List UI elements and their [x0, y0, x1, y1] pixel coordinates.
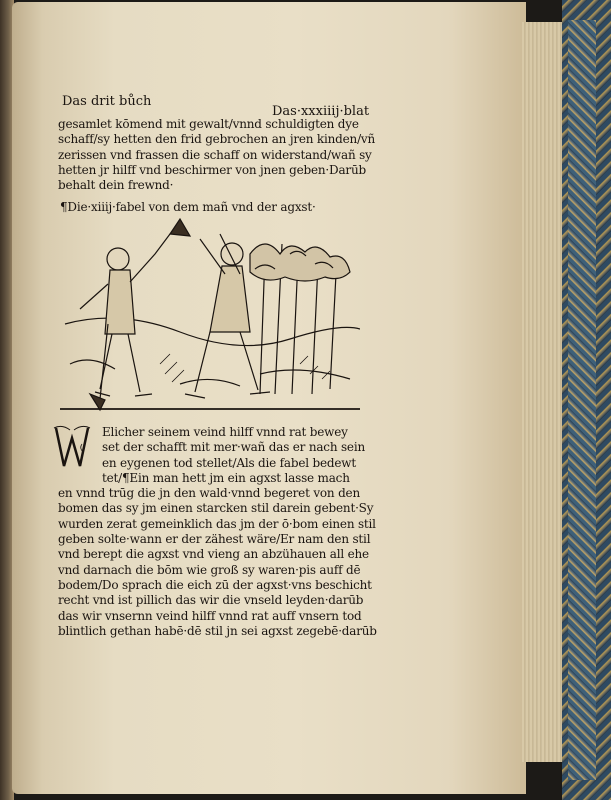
- marbled-cover-inner: [568, 20, 596, 780]
- text-line: Elicher seinem veind hilff vnnd rat bewey: [102, 425, 348, 439]
- text-line: set der schafft mit mer·wañ das er nach sein: [102, 440, 365, 455]
- paragraph-top: [58, 117, 388, 193]
- running-head: Das drit bůch: [62, 94, 152, 109]
- text-line: tet/¶Ein man hett jm ein agxst lasse mach: [102, 470, 350, 485]
- text-line: hetten jr hilff vnd beschirmer von jnen geben·Darūb: [58, 162, 366, 177]
- text-line: schaff/sy hetten den frid gebrochen an jren kinden/vñ: [58, 132, 376, 147]
- text-line: vnd berept die agxst vnd vieng an abzühauen all ehe: [58, 547, 369, 562]
- text-line: recht vnd ist pillich das wir die vnseld leyden·darūb: [58, 593, 364, 608]
- text-line: das wir vnsernn veind hilff vnnd rat auff vnsern tod: [58, 608, 362, 623]
- woodcut-illustration: [60, 214, 360, 414]
- fable-title: ¶Die·xiiij·fabel von dem mañ vnd der agxst·: [60, 200, 316, 214]
- text-line: geben solte·wann er der zähest wäre/Er nam den stil: [58, 532, 371, 547]
- text-line: bodem/Do sprach die eich zū der agxst·vns beschicht: [58, 577, 372, 592]
- folio-number: Das·xxxiiij·blat: [272, 104, 370, 119]
- paragraph-main: [58, 425, 388, 639]
- text-line: behalt dein frewnd·: [58, 178, 174, 193]
- text-line: gesamlet kōmend mit gewalt/vnnd schuldigten dye: [58, 117, 359, 131]
- text-line: blintlich gethan habē·dē stil jn sei agxst zegebē·darūb: [58, 623, 377, 638]
- text-line: en vnnd trūg die jn den wald·vnnd begeret von den: [58, 486, 360, 501]
- text-line: vnd darnach die bōm wie groß sy waren·pis auff dē: [58, 562, 361, 577]
- page-fore-edges: [522, 22, 566, 762]
- text-line: wurden zerat gemeinklich das jm der ō·bom einen stil: [58, 516, 376, 531]
- text-line: en eygenen tod stellet/Als die fabel bedewt: [102, 455, 356, 470]
- text-line: zerissen vnd frassen die schaff on widerstand/wañ sy: [58, 147, 372, 162]
- text-line: bomen das sy jm einen starcken stil darein gebent·Sy: [58, 501, 374, 516]
